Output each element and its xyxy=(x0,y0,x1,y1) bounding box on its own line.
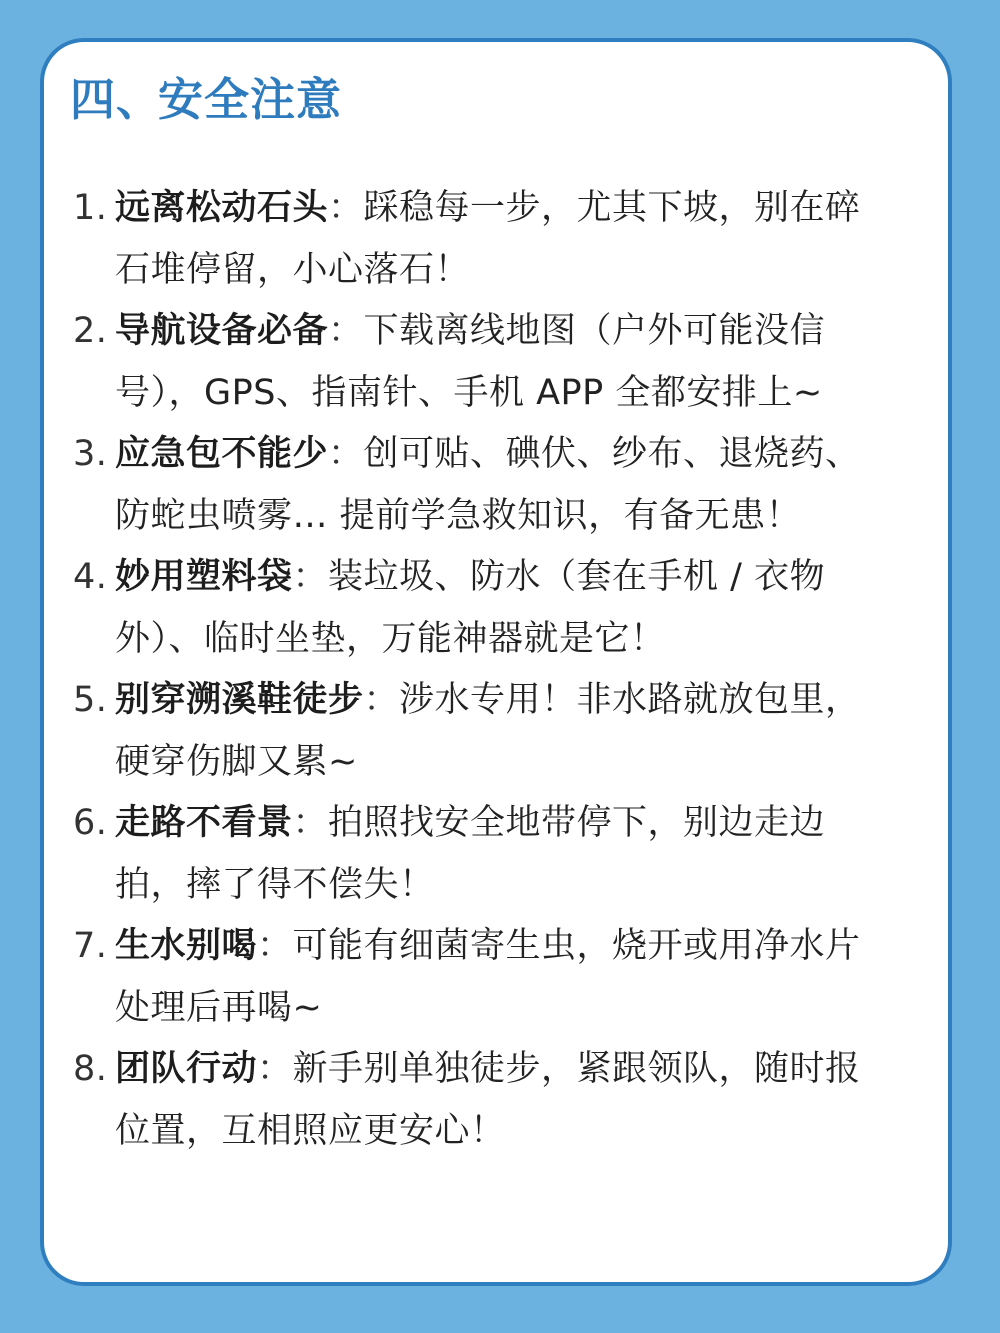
item-number: 2. xyxy=(73,311,108,351)
item-number: 5. xyxy=(73,680,108,720)
item-keyword: 别穿溯溪鞋徒步 xyxy=(115,680,364,720)
item-separator: ： xyxy=(257,1049,293,1089)
list-item xyxy=(73,793,863,916)
list-item xyxy=(73,178,863,301)
section-heading xyxy=(70,70,342,130)
item-separator: ： xyxy=(328,188,364,228)
item-text: 新手别单独徒步，紧跟领队，随时报位置，互相照应更安心！ xyxy=(115,1049,861,1151)
item-keyword: 团队行动 xyxy=(115,1049,258,1089)
item-keyword: 导航设备必备 xyxy=(115,311,329,351)
list-item xyxy=(73,301,863,424)
item-text: 拍照找安全地带停下，别边走边拍，摔了得不偿失！ xyxy=(115,803,826,905)
list-item xyxy=(73,424,863,547)
item-text: 可能有细菌寄生虫，烧开或用净水片处理后再喝~ xyxy=(115,926,861,1028)
item-separator: ： xyxy=(257,926,293,966)
item-separator: ： xyxy=(292,803,329,843)
item-text: 下载离线地图（户外可能没信号），GPS、指南针、手机 APP 全都安排上~ xyxy=(115,311,826,413)
list-item xyxy=(73,547,863,670)
item-number: 4. xyxy=(73,557,108,597)
list-item xyxy=(73,1039,863,1162)
item-number: 8. xyxy=(73,1049,108,1089)
item-separator: ： xyxy=(328,434,364,474)
list-item xyxy=(73,916,863,1039)
item-text: 装垃圾、防水（套在手机 / 衣物外）、临时坐垫，万能神器就是它！ xyxy=(115,557,826,659)
item-number: 7. xyxy=(73,926,108,966)
item-keyword: 生水别喝 xyxy=(115,926,258,966)
item-separator: ： xyxy=(363,680,400,720)
item-number: 1. xyxy=(73,188,108,228)
item-number: 3. xyxy=(73,434,108,474)
section-title: 安全注意 xyxy=(158,70,342,130)
list-item xyxy=(73,670,863,793)
item-keyword: 妙用塑料袋 xyxy=(115,557,293,597)
section-number: 四、 xyxy=(70,73,163,126)
item-number: 6. xyxy=(73,803,108,843)
item-text: 涉水专用！非水路就放包里，硬穿伤脚又累~ xyxy=(115,680,861,782)
safety-tips-list xyxy=(73,178,863,1162)
item-keyword: 应急包不能少 xyxy=(115,434,329,474)
item-separator: ： xyxy=(328,311,364,351)
item-text: 踩稳每一步，尤其下坡，别在碎石堆停留，小心落石！ xyxy=(115,188,861,290)
item-keyword: 远离松动石头 xyxy=(115,188,329,228)
item-separator: ： xyxy=(292,557,329,597)
item-keyword: 走路不看景 xyxy=(115,803,293,843)
item-text: 创可贴、碘伏、纱布、退烧药、防蛇虫喷雾… 提前学急救知识，有备无患！ xyxy=(115,434,861,536)
